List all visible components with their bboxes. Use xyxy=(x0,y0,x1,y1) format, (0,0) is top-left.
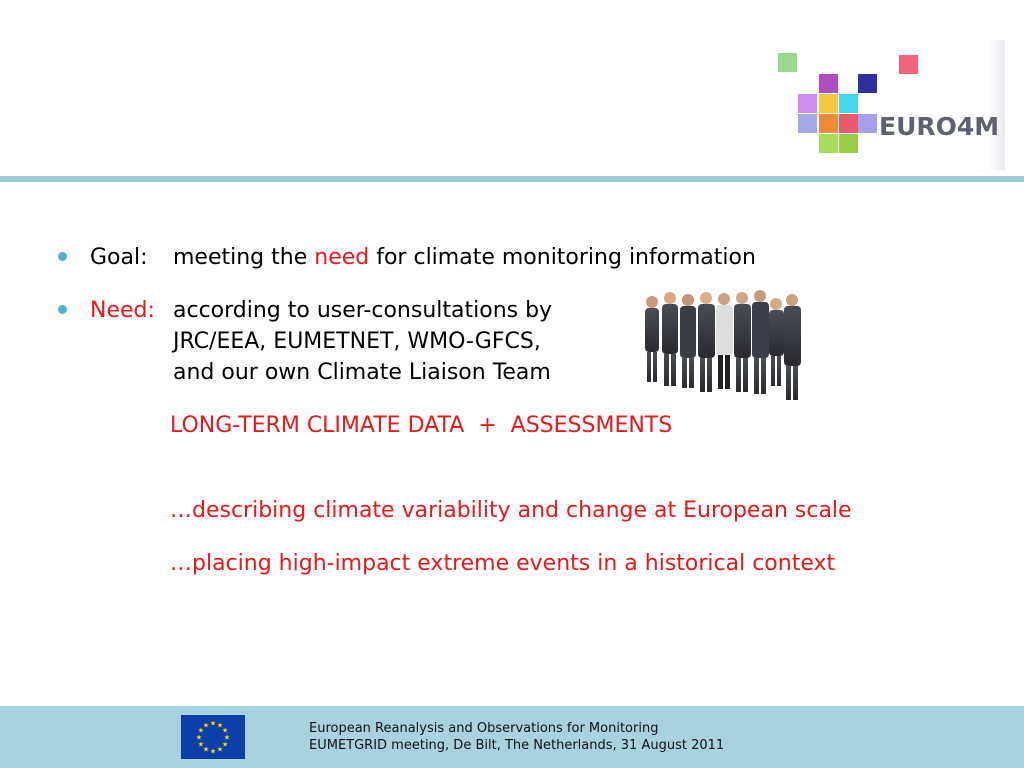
eu-star: ★ xyxy=(216,721,224,730)
logo-square xyxy=(858,114,877,133)
bullet-label: Need: xyxy=(90,298,155,323)
eu-star: ★ xyxy=(216,745,224,754)
footer xyxy=(0,706,1024,768)
text-line: according to user-consultations by xyxy=(173,298,553,323)
logo-text: EURO4M xyxy=(879,112,1000,141)
logo-panel xyxy=(988,40,1005,170)
logo-square xyxy=(798,114,817,133)
eu-star: ★ xyxy=(209,747,217,756)
logo-square xyxy=(839,114,858,133)
text-line: JRC/EEA, EUMETNET, WMO-GFCS, xyxy=(173,329,541,354)
bullet-text xyxy=(173,295,552,388)
eu-star: ★ xyxy=(202,745,210,754)
footer-line-1: European Reanalysis and Observations for Monitoring xyxy=(309,721,659,736)
point-scale: …describing climate variability and change at European scale xyxy=(170,498,852,523)
footer-line-2: EUMETGRID meeting, De Bilt, The Netherlands, 31 August 2011 xyxy=(309,738,725,753)
point-extremes: …placing high-impact extreme events in a historical context xyxy=(170,551,836,576)
euro4m-logo xyxy=(770,40,1005,170)
logo-square xyxy=(819,94,838,113)
eu-star: ★ xyxy=(197,740,205,749)
text-part: for climate monitoring information xyxy=(369,245,756,270)
text-part: meeting the xyxy=(173,245,315,270)
logo-square xyxy=(819,114,838,133)
logo-square xyxy=(798,94,817,113)
logo-square xyxy=(839,94,858,113)
eu-star: ★ xyxy=(202,721,210,730)
bullet-label: Goal: xyxy=(90,245,148,270)
eu-star: ★ xyxy=(223,733,231,742)
eu-star: ★ xyxy=(209,719,217,728)
footer-text xyxy=(309,720,724,754)
eu-flag-icon xyxy=(181,715,245,759)
logo-square xyxy=(839,134,858,153)
eu-star: ★ xyxy=(221,740,229,749)
text-line: and our own Climate Liaison Team xyxy=(173,360,551,385)
logo-square xyxy=(819,134,838,153)
logo-square xyxy=(819,74,838,93)
eu-star: ★ xyxy=(195,733,203,742)
highlight-text: LONG-TERM CLIMATE DATA + ASSESSMENTS xyxy=(170,413,673,438)
eu-star: ★ xyxy=(197,726,205,735)
header-divider xyxy=(0,176,1024,182)
logo-square xyxy=(858,74,877,93)
eu-star: ★ xyxy=(221,726,229,735)
bullet-text xyxy=(173,242,756,273)
text-emphasis: need xyxy=(314,245,370,270)
team-photo xyxy=(636,286,806,404)
logo-square xyxy=(899,55,918,74)
bullet-icon xyxy=(58,305,67,314)
bullet-icon xyxy=(58,252,67,261)
logo-square xyxy=(778,53,797,72)
person-figure xyxy=(645,290,801,400)
